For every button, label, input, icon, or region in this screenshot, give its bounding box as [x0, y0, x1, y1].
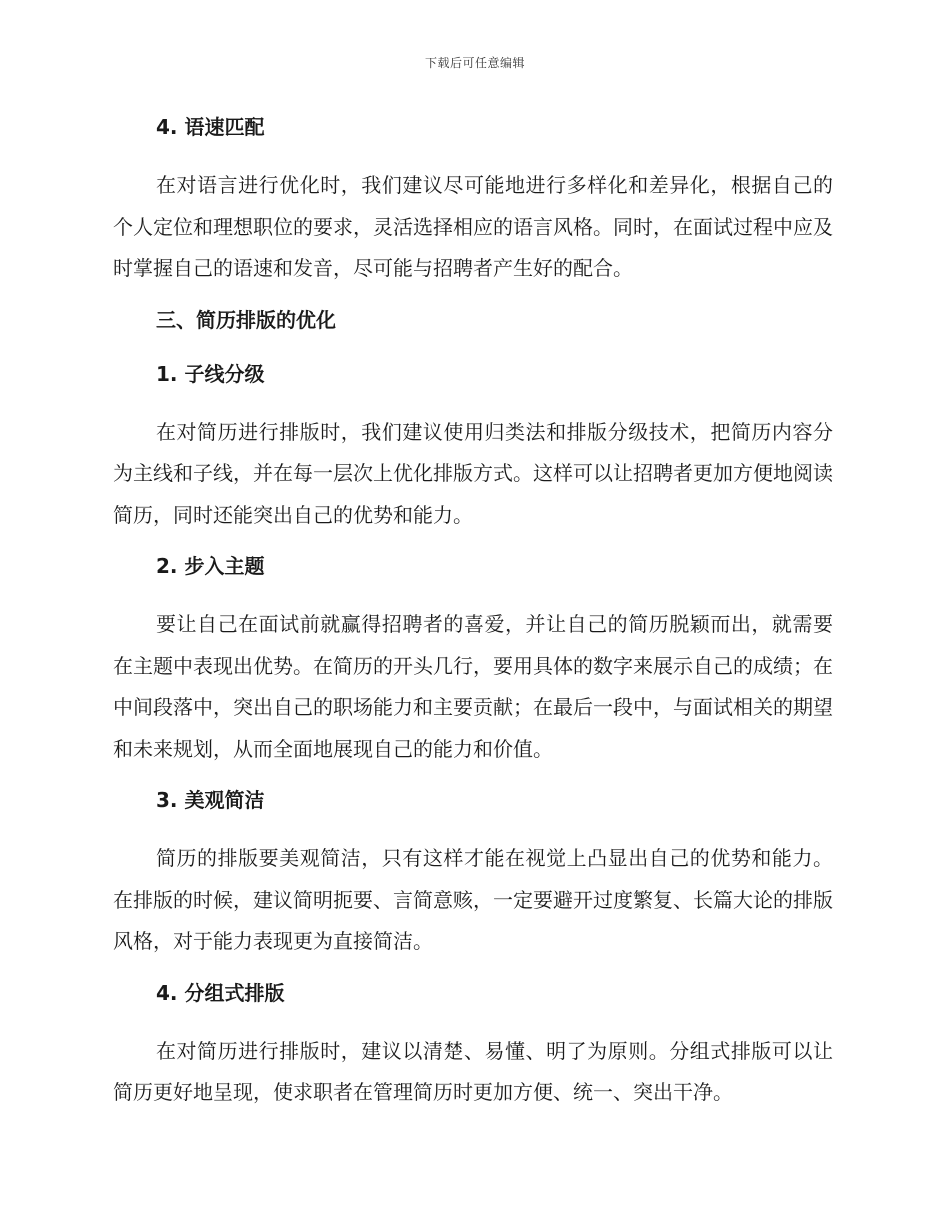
chapter-heading-resume-layout: 三、简历排版的优化	[156, 307, 336, 332]
paragraph-topic: 要让自己在面试前就赢得招聘者的喜爱，并让自己的简历脱颖而出，就需要在主题中表现出优势。在简历的开头几行，要用具体的数字来展示自己的成绩；在中间段落中，突出自己的职场能力和主要贡献；在最后一段中，与面试相关的期望和未来规划，从而全面地展现自己的能力和价值。	[113, 612, 833, 761]
section-heading-sub-levels: 1. 子线分级	[156, 361, 265, 386]
paragraph-speech-pace: 在对语言进行优化时，我们建议尽可能地进行多样化和差异化，根据自己的个人定位和理想职位的要求，灵活选择相应的语言风格。同时，在面试过程中应及时掌握自己的语速和发音，尽可能与招聘者产生好的配合。	[113, 173, 833, 280]
document-body	[113, 111, 833, 1128]
paragraph-clean-design: 简历的排版要美观简洁，只有这样才能在视觉上凸显出自己的优势和能力。在排版的时候，建议简明扼要、言简意赅，一定要避开过度繁复、长篇大论的排版风格，对于能力表现更为直接简洁。	[113, 846, 833, 953]
section-heading-clean-design: 3. 美观简洁	[156, 788, 265, 812]
section-heading-grouped-layout: 4. 分组式排版	[156, 980, 285, 1005]
section-heading-speech-pace: 4. 语速匹配	[156, 115, 265, 139]
paragraph-sub-levels: 在对简历进行排版时，我们建议使用归类法和排版分级技术，把简历内容分为主线和子线，并在每一层次上优化排版方式。这样可以让招聘者更加方便地阅读简历，同时还能突出自己的优势和能力。	[113, 419, 833, 527]
section-heading-topic: 2. 步入主题	[156, 554, 265, 578]
paragraph-grouped-layout: 在对简历进行排版时，建议以清楚、易懂、明了为原则。分组式排版可以让简历更好地呈现，使求职者在管理简历时更加方便、统一、突出干净。	[113, 1038, 833, 1104]
page-header-note: 下载后可任意编辑	[424, 56, 525, 70]
